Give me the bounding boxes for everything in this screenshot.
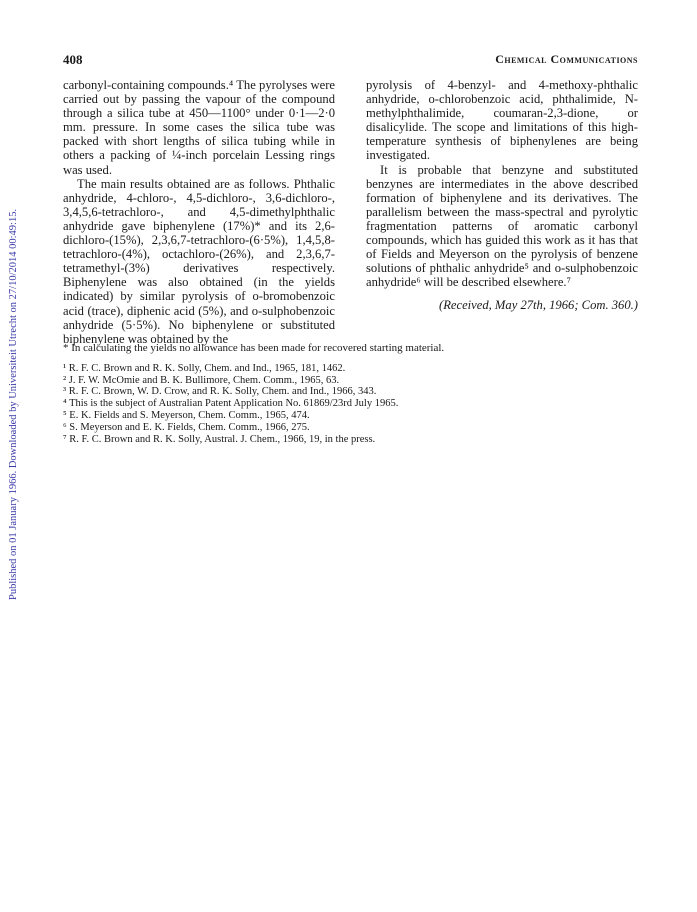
reference-5: ⁵ E. K. Fields and S. Meyerson, Chem. Comm., 1965, 474.: [63, 409, 310, 421]
footnotes: [63, 343, 643, 445]
right-paragraph-2: It is probable that benzyne and substituted benzynes are intermediates in the above described formation of biphenylene and its derivatives. The parallelism between the mass-spectral and pyrolytic fragmentation patterns of aromatic carbonyl compounds, which has guided this work as it has that of Fields and Meyerson on the pyrolysis of benzene solutions of phthalic anhydride⁵ and o-sulphobenzoic anhydride⁶ will be described elsewhere.⁷: [366, 162, 638, 290]
download-watermark-text: Published on 01 January 1966. Downloaded by Universiteit Utrecht on 27/10/2014 00:49:15.: [8, 208, 19, 600]
reference-1: ¹ R. F. C. Brown and R. K. Solly, Chem. and Ind., 1965, 181, 1462.: [63, 362, 346, 374]
reference-7: ⁷ R. F. C. Brown and R. K. Solly, Austral. J. Chem., 1966, 19, in the press.: [63, 433, 376, 445]
yield-footnote: * In calculating the yields no allowance has been made for recovered starting material.: [63, 342, 445, 354]
left-column: [63, 78, 335, 346]
right-column: [366, 78, 638, 313]
left-paragraph-2: The main results obtained are as follows. Phthalic anhydride, 4-chloro-, 4,5-dichloro-, 3,6-dichloro-, 3,4,5,6-tetrachloro-, and 4,5-dimethylphthalic anhydride gave biphenylene (17%)* and its 2,6-dichloro-(15%), 2,3,6,7-tetrachloro-(6·5%), 1,4,5,8-tetrachloro-(4%), octachloro-(26%), and 2,3,6,7-tetramethyl-(3%) derivatives respectively. Biphenylene was also obtained (in the yields indicated) by similar pyrolysis of o-bromobenzoic acid (trace), diphenic acid (5%), and o-sulphobenzoic anhydride (5·5%). No biphenylene or substituted biphenylene was obtained by the: [63, 176, 335, 346]
received-date: (Received, May 27th, 1966; Com. 360.): [439, 298, 638, 313]
reference-3: ³ R. F. C. Brown, W. D. Crow, and R. K. Solly, Chem. and Ind., 1966, 343.: [63, 386, 377, 398]
journal-title: Chemical Communications: [495, 52, 638, 66]
left-paragraph-1: carbonyl-containing compounds.⁴ The pyrolyses were carried out by passing the vapour of the compound through a silica tube at 450—1100° under 0·1—2·0 mm. pressure. In some cases the silica tube was packed with short lengths of silica tubing while in others a packing of ¼-inch porcelain Lessing rings was used.: [63, 78, 335, 177]
reference-4: ⁴ This is the subject of Australian Patent Application No. 61869/23rd July 1965.: [63, 398, 399, 410]
page-number: 408: [63, 52, 83, 67]
page-header: [63, 52, 638, 68]
download-watermark: [2, 180, 26, 600]
right-paragraph-1: pyrolysis of 4-benzyl- and 4-methoxy-phthalic anhydride, o-chlorobenzoic acid, phthalimide, N-methylphthalimide, coumaran-2,3-dione, or disalicylide. The scope and limitations of this high-temperature synthesis of biphenylenes are being investigated.: [366, 78, 638, 163]
reference-2: ² J. F. W. McOmie and B. K. Bullimore, Chem. Comm., 1965, 63.: [63, 374, 340, 386]
reference-6: ⁶ S. Meyerson and E. K. Fields, Chem. Comm., 1966, 275.: [63, 421, 310, 433]
